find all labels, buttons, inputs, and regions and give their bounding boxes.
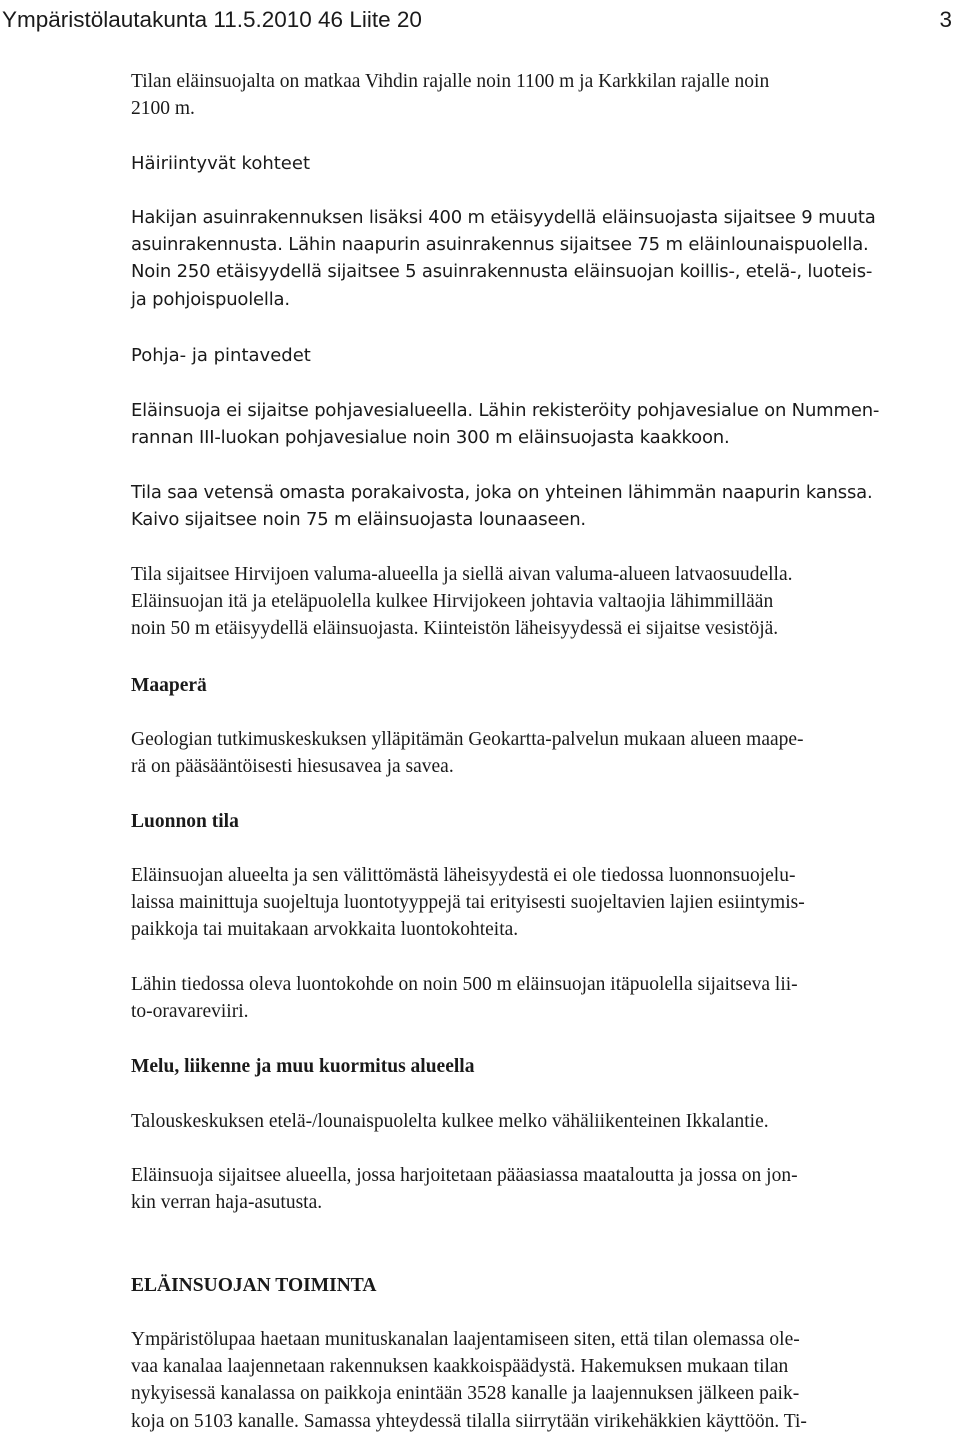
- paragraph-elainsuoja-sijaitsee: [131, 1162, 946, 1216]
- text-line: to-oravareviiri.: [131, 1001, 249, 1023]
- text-line: paikkoja tai muitakaan arvokkaita luontokohteita.: [131, 919, 519, 941]
- text-line: 2100 m.: [131, 98, 195, 120]
- heading-maapera: Maaperä: [131, 675, 207, 696]
- page-header: [2, 4, 958, 44]
- text-line: Eläinsuojan alueelta ja sen välittömästä läheisyydestä ei ole tiedossa luonnonsuojelu-: [131, 865, 796, 886]
- text-line: Lähin tiedossa oleva luontokohde on noin 500 m eläinsuojan itäpuolella sijaitseva lii-: [131, 974, 798, 995]
- paragraph-talouskeskuksen: [131, 1108, 946, 1135]
- text-line: Talouskeskuksen etelä-/lounaispuolelta kulkee melko vähäliikenteinen Ikkalantie.: [131, 1111, 769, 1132]
- text-line: ja pohjoispuolella.: [131, 288, 290, 310]
- heading-hairiintyvat-kohteet: Häiriintyvät kohteet: [131, 153, 311, 174]
- text-line: Tilan eläinsuojalta on matkaa Vihdin rajalle noin 1100 m ja Karkkilan rajalle noin: [131, 71, 770, 92]
- heading-pohja-ja-pintavedet: Pohja- ja pintavedet: [131, 345, 311, 366]
- paragraph-ymparistolupa: [131, 1326, 946, 1435]
- text-line: Kaivo sijaitsee noin 75 m eläinsuojasta lounaaseen.: [131, 509, 586, 531]
- paragraph-hakijan: [131, 204, 946, 313]
- text-line: vaa kanalaa laajennetaan rakennuksen kaakkoispäädystä. Hakemuksen mukaan tilan: [131, 1356, 789, 1378]
- text-line: Tila sijaitsee Hirvijoen valuma-alueella ja siellä aivan valuma-alueen latvaosuudella.: [131, 564, 793, 585]
- text-line: Eläinsuoja sijaitsee alueella, jossa harjoitetaan pääasiassa maataloutta ja jossa on jon-: [131, 1165, 798, 1186]
- text-line: asuinrakennusta. Lähin naapurin asuinrakennus sijaitsee 75 m eläinlounaispuolella.: [131, 234, 869, 256]
- text-line: Eläinsuoja ei sijaitse pohjavesialueella. Lähin rekisteröity pohjavesialue on Nummen-: [131, 400, 880, 421]
- paragraph-lahin-tiedossa: [131, 971, 946, 1025]
- page-number: 3: [939, 7, 952, 32]
- text-line: laissa mainittuja suojeltuja luontotyyppejä tai erityisesti suojeltavien lajien esiintymis-: [131, 892, 805, 914]
- text-line: Geologian tutkimuskeskuksen ylläpitämän Geokartta-palvelun mukaan alueen maape-: [131, 729, 804, 750]
- heading-melu-liikenne: Melu, liikenne ja muu kuormitus alueella: [131, 1056, 475, 1077]
- heading-luonnon-tila: Luonnon tila: [131, 811, 239, 832]
- paragraph-elainsuoja-ei: [131, 397, 946, 451]
- text-line: rä on pääsääntöisesti hiesusavea ja savea.: [131, 756, 454, 778]
- paragraph-tila-saa: [131, 479, 946, 533]
- paragraph-tila-sijaitsee: [131, 561, 946, 643]
- text-line: Tila saa vetensä omasta porakaivosta, joka on yhteinen lähimmän naapurin kanssa.: [131, 482, 873, 503]
- text-line: Hakijan asuinrakennuksen lisäksi 400 m etäisyydellä eläinsuojasta sijaitsee 9 muuta: [131, 207, 876, 228]
- text-line: nykyisessä kanalassa on paikkoja enintään 3528 kanalle ja laajennuksen jälkeen paik-: [131, 1383, 800, 1405]
- text-line: noin 50 m etäisyydellä eläinsuojasta. Kiinteistön läheisyydessä ei sijaitse vesistöjä.: [131, 618, 779, 640]
- text-line: koja on 5103 kanalle. Samassa yhteydessä tilalla siirrytään virikehäkkien käyttöön. Ti-: [131, 1410, 807, 1432]
- text-line: Eläinsuojan itä ja eteläpuolella kulkee Hirvijokeen johtavia valtaojia lähimmillään: [131, 591, 774, 613]
- heading-elainsuojan-toiminta: ELÄINSUOJAN TOIMINTA: [131, 1275, 377, 1296]
- paragraph-geologian: [131, 726, 946, 780]
- text-line: Noin 250 etäisyydellä sijaitsee 5 asuinrakennusta eläinsuojan koillis-, etelä-, luoteis-: [131, 261, 873, 283]
- document-header-title: Ympäristölautakunta 11.5.2010 46 Liite 20: [2, 7, 422, 32]
- paragraph-elainsuojan-alueelta: [131, 862, 946, 944]
- text-line: Ympäristölupaa haetaan munituskanalan laajentamiseen siten, että tilan olemassa ole-: [131, 1329, 800, 1350]
- text-line: rannan III-luokan pohjavesialue noin 300 m eläinsuojasta kaakkoon.: [131, 427, 730, 449]
- paragraph-distance: [131, 68, 946, 122]
- text-line: kin verran haja-asutusta.: [131, 1192, 323, 1214]
